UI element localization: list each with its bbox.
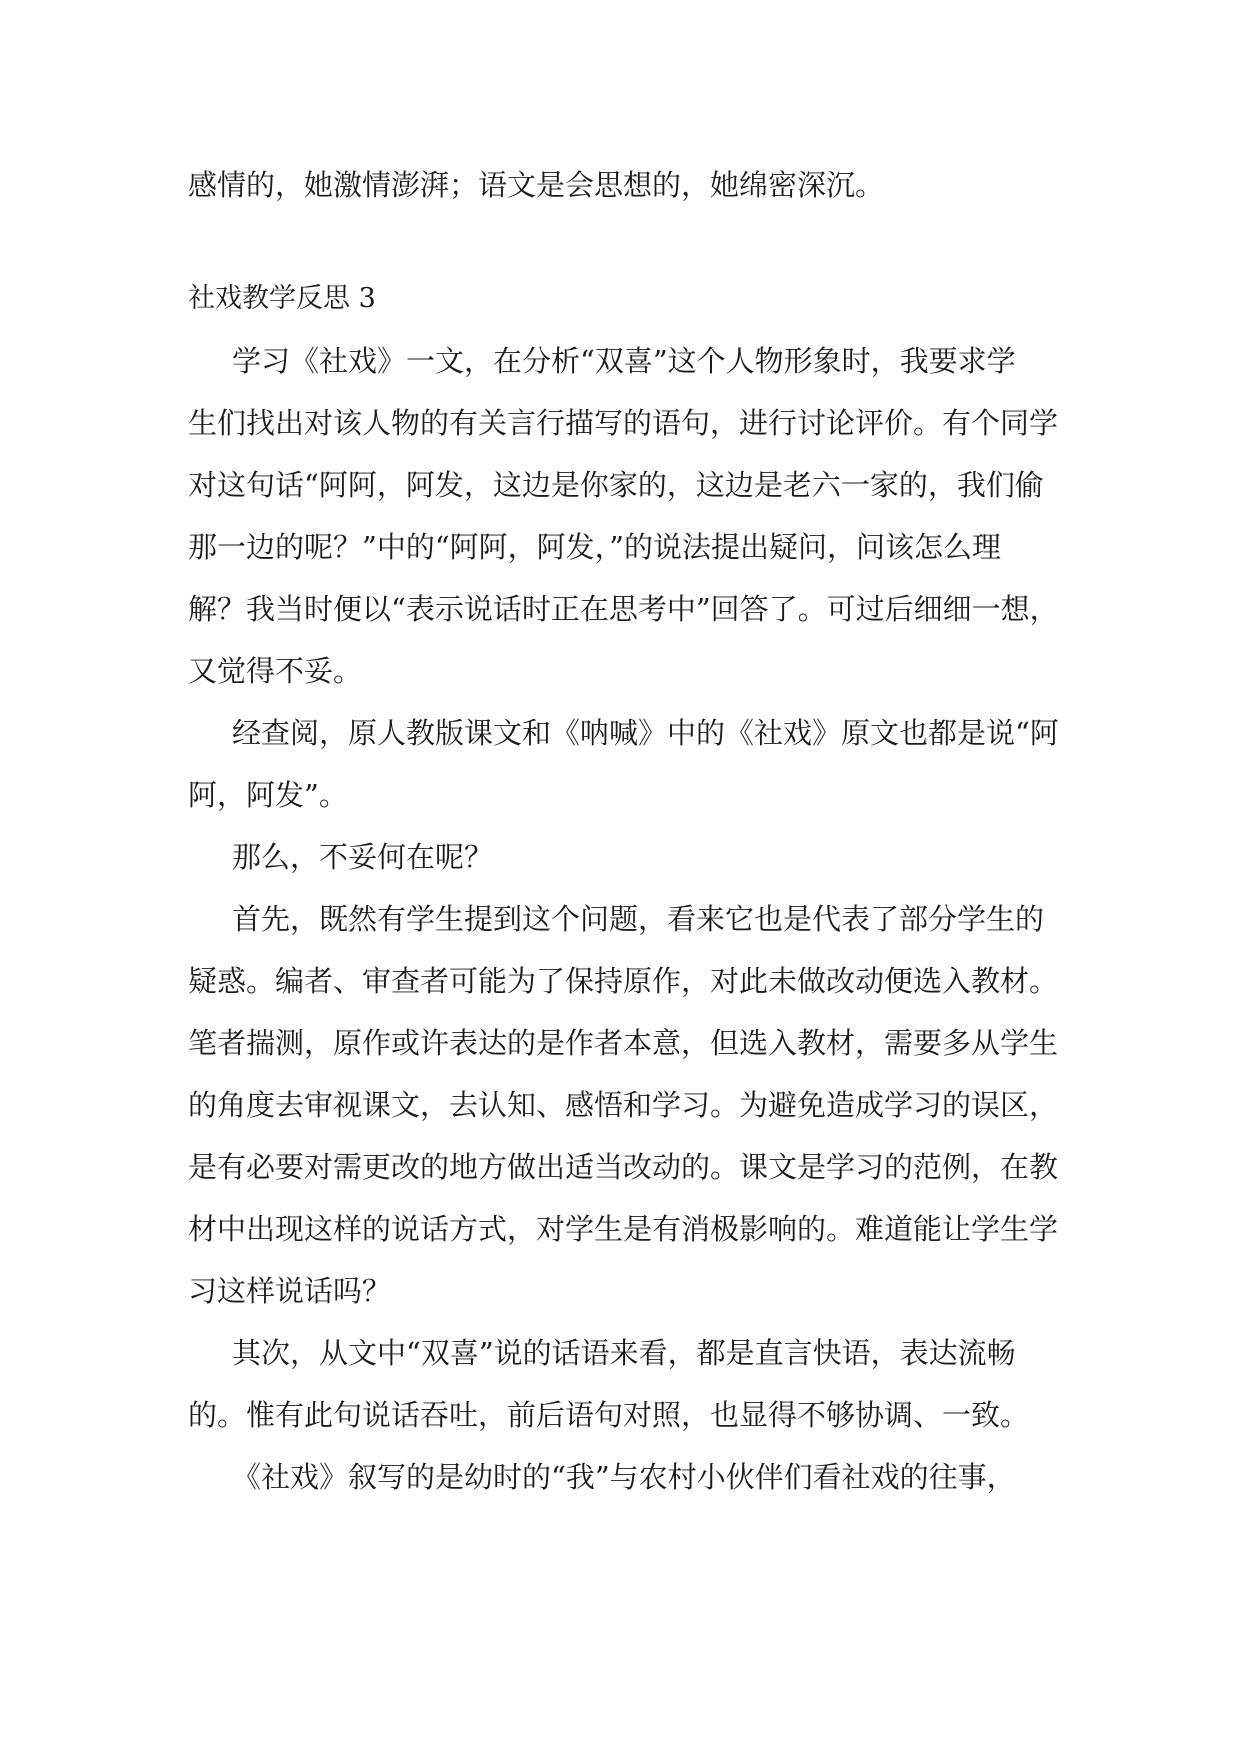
body-text-line: 疑惑。编者、审查者可能为了保持原作，对此未做改动便选入教材。 bbox=[188, 964, 1059, 998]
section-heading-wrap bbox=[188, 268, 1068, 330]
body-text-line: 其次，从文中“双喜”说的话语来看，都是直言快语，表达流畅 bbox=[232, 1336, 1016, 1370]
body-text-line: 阿，阿发”。 bbox=[188, 778, 348, 812]
body-text bbox=[188, 330, 1068, 1508]
body-text-line: 又觉得不妥。 bbox=[188, 654, 363, 688]
body-text-line: 解？我当时便以“表示说话时正在思考中”回答了。可过后细细一想， bbox=[188, 592, 1059, 626]
body-text-line: 对这句话“阿阿，阿发，这边是你家的，这边是老六一家的，我们偷 bbox=[188, 468, 1044, 502]
body-text-line: 学习《社戏》一文，在分析“双喜”这个人物形象时，我要求学 bbox=[232, 344, 1016, 378]
body-text-line: 生们找出对该人物的有关言行描写的语句，进行讨论评价。有个同学 bbox=[188, 406, 1059, 440]
body-text-line: 习这样说话吗？ bbox=[188, 1274, 392, 1308]
body-text-line: 首先，既然有学生提到这个问题，看来它也是代表了部分学生的 bbox=[232, 902, 1045, 936]
body-text-line: 经查阅，原人教版课文和《呐喊》中的《社戏》原文也都是说“阿 bbox=[232, 716, 1059, 750]
document-content bbox=[188, 154, 1068, 1508]
continued-paragraph-line: 感情的，她激情澎湃；语文是会思想的，她绵密深沉。 bbox=[188, 168, 885, 202]
body-text-line: 那么，不妥何在呢？ bbox=[232, 840, 494, 874]
body-text-line: 的角度去审视课文，去认知、感悟和学习。为避免造成学习的误区， bbox=[188, 1088, 1059, 1122]
section-heading: 社戏教学反思 3 bbox=[188, 283, 376, 314]
body-text-line: 那一边的呢？”中的“阿阿，阿发，”的说法提出疑问，问该怎么理 bbox=[188, 530, 1001, 564]
body-text-line: 是有必要对需更改的地方做出适当改动的。课文是学习的范例，在教 bbox=[188, 1150, 1059, 1184]
body-text-line: 笔者揣测，原作或许表达的是作者本意，但选入教材，需要多从学生 bbox=[188, 1026, 1059, 1060]
body-text-line: 《社戏》叙写的是幼时的“我”与农村小伙伴们看社戏的往事， bbox=[232, 1460, 1016, 1494]
body-text-line: 的。惟有此句说话吞吐，前后语句对照，也显得不够协调、一致。 bbox=[188, 1398, 1030, 1432]
body-text-line: 材中出现这样的说话方式，对学生是有消极影响的。难道能让学生学 bbox=[188, 1212, 1059, 1246]
